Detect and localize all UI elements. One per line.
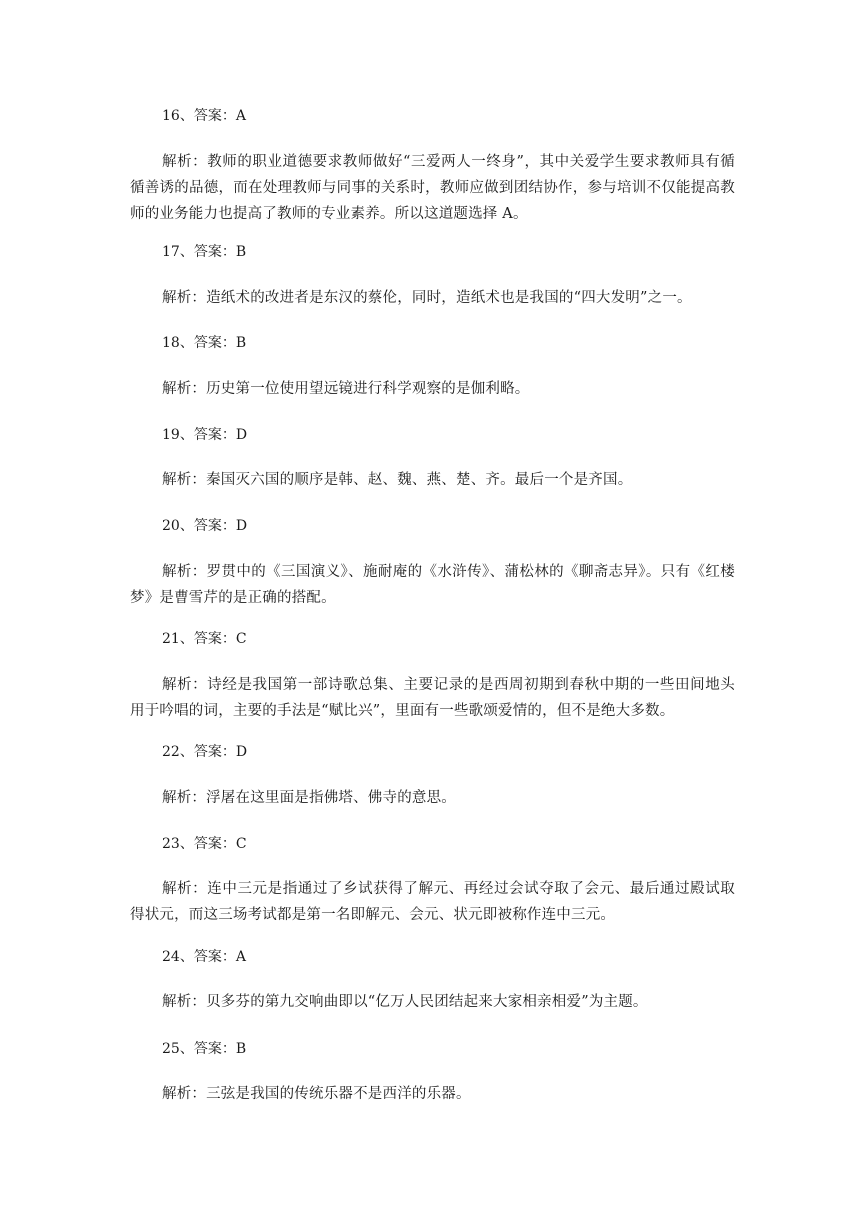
answer-16: 16、答案：A <box>162 108 246 124</box>
answer-17: 17、答案：B <box>162 244 247 260</box>
answer-22: 22、答案：D <box>162 744 248 760</box>
answer-19: 19、答案：D <box>162 427 248 443</box>
analysis-24: 解析：贝多芬的第九交响曲即以“亿万人民团结起来大家相亲相爱”为主题。 <box>162 994 648 1010</box>
answer-18: 18、答案：B <box>162 335 247 351</box>
analysis-23: 解析：连中三元是指通过了乡试获得了解元、再经过会试夺取了会元、最后通过殿试取得状元，而这三场考试都是第一名即解元、会元、状元即被称作连中三元。 <box>130 881 735 923</box>
answer-25: 25、答案：B <box>162 1041 247 1057</box>
analysis-19: 解析：秦国灭六国的顺序是韩、赵、魏、燕、楚、齐。最后一个是齐国。 <box>162 472 633 488</box>
answer-20: 20、答案：D <box>162 518 248 534</box>
analysis-17: 解析：造纸术的改进者是东汉的蔡伦，同时，造纸术也是我国的“四大发明”之一。 <box>162 290 692 306</box>
answer-23: 23、答案：C <box>162 836 247 852</box>
answer-21: 21、答案：C <box>162 631 247 647</box>
analysis-20: 解析：罗贯中的《三国演义》、施耐庵的《水浒传》、蒲松林的《聊斋志异》。只有《红楼梦》是曹雪芹的是正确的搭配。 <box>130 564 735 606</box>
answer-24: 24、答案：A <box>162 949 246 965</box>
analysis-21: 解析：诗经是我国第一部诗歌总集、主要记录的是西周初期到春秋中期的一些田间地头用于吟唱的词，主要的手法是“赋比兴”，里面有一些歌颂爱情的，但不是绝大多数。 <box>130 677 735 719</box>
analysis-22: 解析：浮屠在这里面是指佛塔、佛寺的意思。 <box>162 790 456 806</box>
analysis-18: 解析：历史第一位使用望远镜进行科学观察的是伽利略。 <box>162 381 530 397</box>
analysis-16: 解析：教师的职业道德要求教师做好“三爱两人一终身”，其中关爱学生要求教师具有循循善诱的品德，而在处理教师与同事的关系时，教师应做到团结协作，参与培训不仅能提高教师的业务能力也提高了教师的专业素养。所以这道题选择 A。 <box>130 154 735 222</box>
analysis-25: 解析：三弦是我国的传统乐器不是西洋的乐器。 <box>162 1086 471 1102</box>
